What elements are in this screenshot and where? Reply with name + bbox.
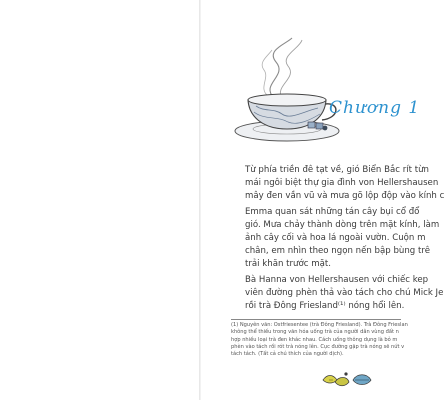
footnote-line: hợp nhiều loại trà đen khác nhau. Cách uống thông dụng là bỏ m	[231, 336, 398, 343]
blank-left-page	[0, 0, 199, 400]
text-line: trải khăn trước mặt.	[245, 259, 331, 270]
steam-swirl	[280, 40, 302, 98]
right-page	[201, 0, 444, 400]
footnote	[231, 322, 406, 358]
text-line: ảnh cây cối và hoa lá ngoài vườn. Cuộn m	[245, 233, 426, 244]
paragraph	[231, 274, 444, 314]
text-line: gió. Mưa chảy thành dòng trên mặt kính, làm	[245, 219, 440, 230]
paragraph	[231, 206, 440, 272]
footnote-divider	[231, 319, 401, 320]
paragraph	[231, 164, 444, 204]
chapter-title: Chương 1	[329, 98, 421, 118]
text-line: Bà Hanna von Hellershausen với chiếc kep	[245, 274, 429, 285]
text-line: Emma quan sát những tán cây bụi cổ đổ	[245, 206, 420, 217]
cup-rim	[248, 94, 326, 106]
text-line: Từ phía triền đê tạt về, gió Biển Bắc rít từn	[245, 165, 430, 175]
footnote-line: tách tách. (Tất cả chú thích của người dịch).	[231, 351, 344, 358]
sugar-lump	[308, 122, 315, 128]
text-line: rồi trà Đông Friesland⁽¹⁾ nóng hổi lên.	[245, 301, 405, 312]
footnote-line: không thể thiếu trong văn hóa uống trà của người dân vùng đất n	[231, 329, 399, 336]
teacup-illustration	[230, 36, 348, 146]
text-line: mái ngôi biệt thự gia đình von Hellershausen	[245, 178, 439, 189]
footnote-line: (1) Nguyên văn: Ostfriesentee (trà Đông Friesland). Trà Đông Frieslan	[231, 322, 408, 328]
text-line: viên đường phèn thả vào tách cho chú Mick Je	[245, 287, 444, 298]
leaf-ornament-icon	[319, 368, 377, 390]
footnote-line: phèn vào tách rồi rót trà nóng lên. Cục đường gặp trà nóng sẽ nứt v	[231, 343, 405, 350]
sugar-lump	[316, 123, 323, 129]
text-line: chân, em nhìn theo ngọn nến bập bùng trê	[245, 246, 430, 257]
text-line: mây đen vần vũ và mưa gõ lộp độp vào kính c	[245, 191, 444, 202]
body-text	[231, 164, 444, 315]
